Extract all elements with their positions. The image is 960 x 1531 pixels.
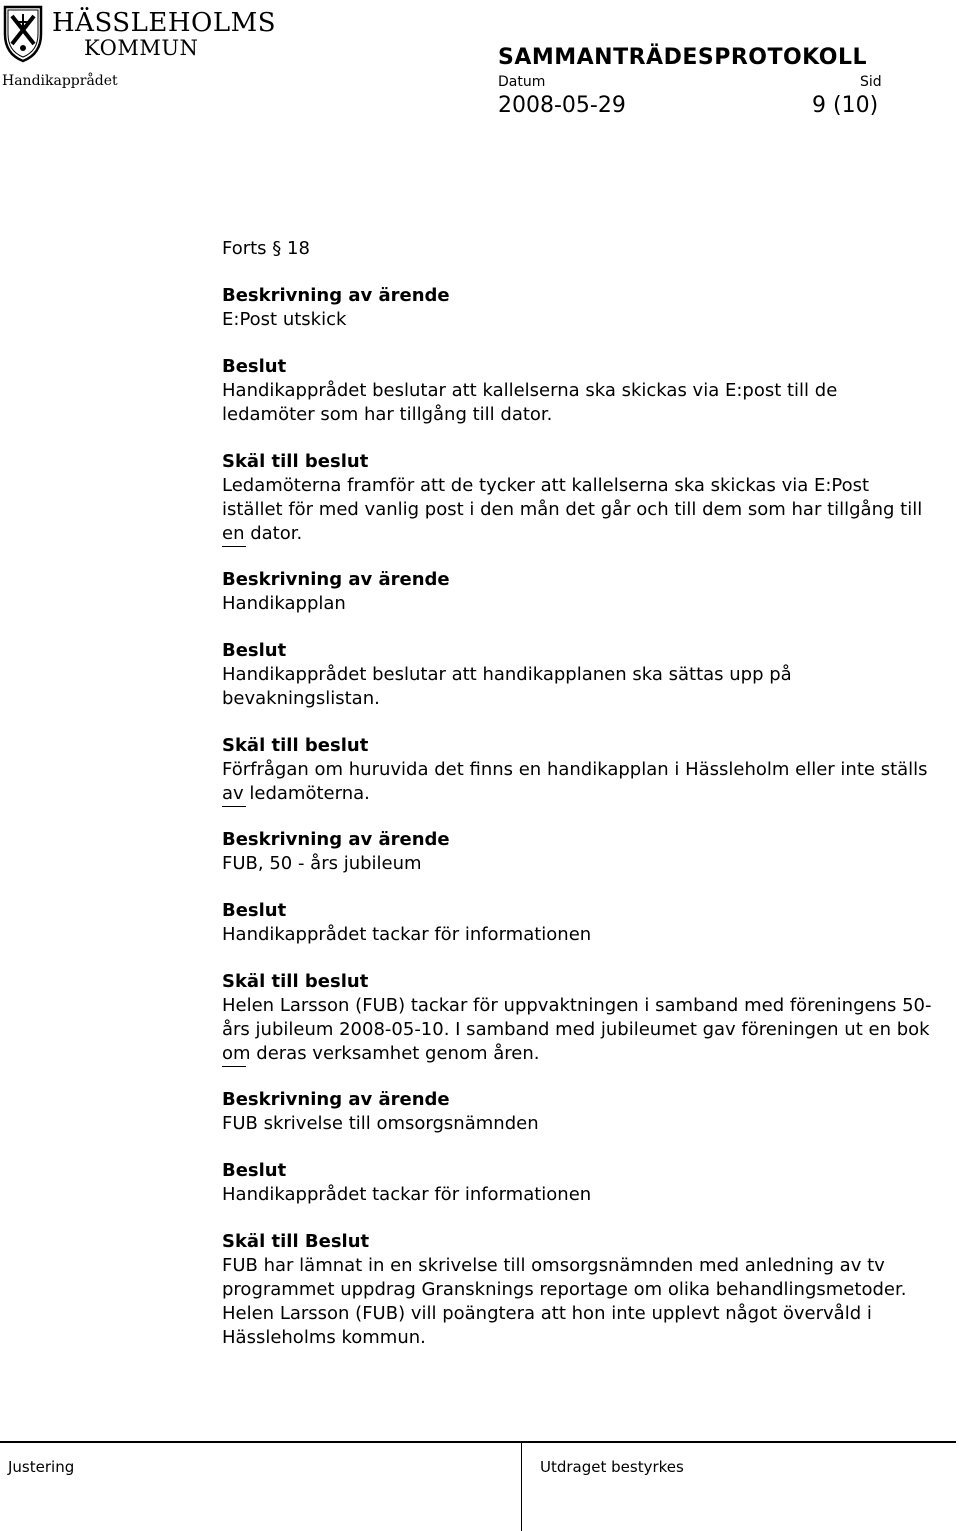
reason-heading: Skäl till beslut [222,451,369,472]
description-text: E:Post utskick [222,309,347,330]
page-value: 9 (10) [812,93,879,118]
reason-text: Förfrågan om huruvida det finns en handikapplan i Hässleholm eller inte ställs av ledamöterna. [222,759,928,804]
org-name-line2: KOMMUN [84,36,199,60]
decision-text: Handikapprådet tackar för informationen [222,1184,592,1205]
reason-text: Ledamöterna framför att de tycker att kallelserna ska skickas via E:Post istället för med vanlig post i den mån det går och till dem som har tillgång till en dator. [222,475,923,544]
document-title: SAMMANTRÄDESPROTOKOLL [498,45,867,70]
page-label: Sid [860,74,882,90]
description-text: FUB, 50 - års jubileum [222,853,422,874]
reason-heading: Skäl till beslut [222,735,369,756]
description-text: Handikapplan [222,593,346,614]
agenda-item [222,1088,932,1350]
section-separator [222,806,246,807]
section-separator [222,546,246,547]
date-value: 2008-05-29 [498,93,626,118]
reason-text: Helen Larsson (FUB) tackar för uppvaktningen i samband med föreningens 50-års jubileum 2008-05-10. I samband med jubileumet gav föreningen ut en bok om deras verksamhet genom åren. [222,995,932,1064]
date-label: Datum [498,74,546,90]
decision-heading: Beslut [222,640,287,661]
decision-text: Handikapprådet tackar för informationen [222,924,592,945]
footer-divider [521,1441,522,1531]
decision-text: Handikapprådet beslutar att kallelserna ska skickas via E:post till de ledamöter som har tillgång till dator. [222,380,838,425]
description-heading: Beskrivning av ärende [222,1089,450,1110]
description-text: FUB skrivelse till omsorgsnämnden [222,1113,539,1134]
protocol-body [222,237,932,1350]
decision-heading: Beslut [222,356,287,377]
adjustment-label: Justering [8,1458,75,1476]
reason-heading: Skäl till Beslut [222,1231,370,1252]
description-heading: Beskrivning av ärende [222,285,450,306]
reason-heading: Skäl till beslut [222,971,369,992]
agenda-item [222,828,932,1066]
description-heading: Beskrivning av ärende [222,829,450,850]
org-name-line1: HÄSSLEHOLMS [52,8,277,38]
decision-heading: Beslut [222,1160,287,1181]
section-separator [222,1066,246,1067]
agenda-item [222,568,932,806]
agenda-item [222,284,932,546]
description-heading: Beskrivning av ärende [222,569,450,590]
decision-heading: Beslut [222,900,287,921]
certified-extract-label: Utdraget bestyrkes [540,1458,684,1476]
reason-text: FUB har lämnat in en skrivelse till omsorgsnämnden med anledning av tv programmet uppdrag Gransknings reportage om olika behandlingsmetoder. Helen Larsson (FUB) vill poängtera att hon inte upplevt något övervåld i Hässleholms kommun. [222,1255,907,1348]
decision-text: Handikapprådet beslutar att handikapplanen ska sättas upp på bevakningslistan. [222,664,792,709]
footer-rule [0,1441,956,1443]
org-unit: Handikapprådet [2,73,118,89]
continuation-heading: Forts § 18 [222,238,310,259]
municipal-coat-of-arms-logo [2,4,44,64]
